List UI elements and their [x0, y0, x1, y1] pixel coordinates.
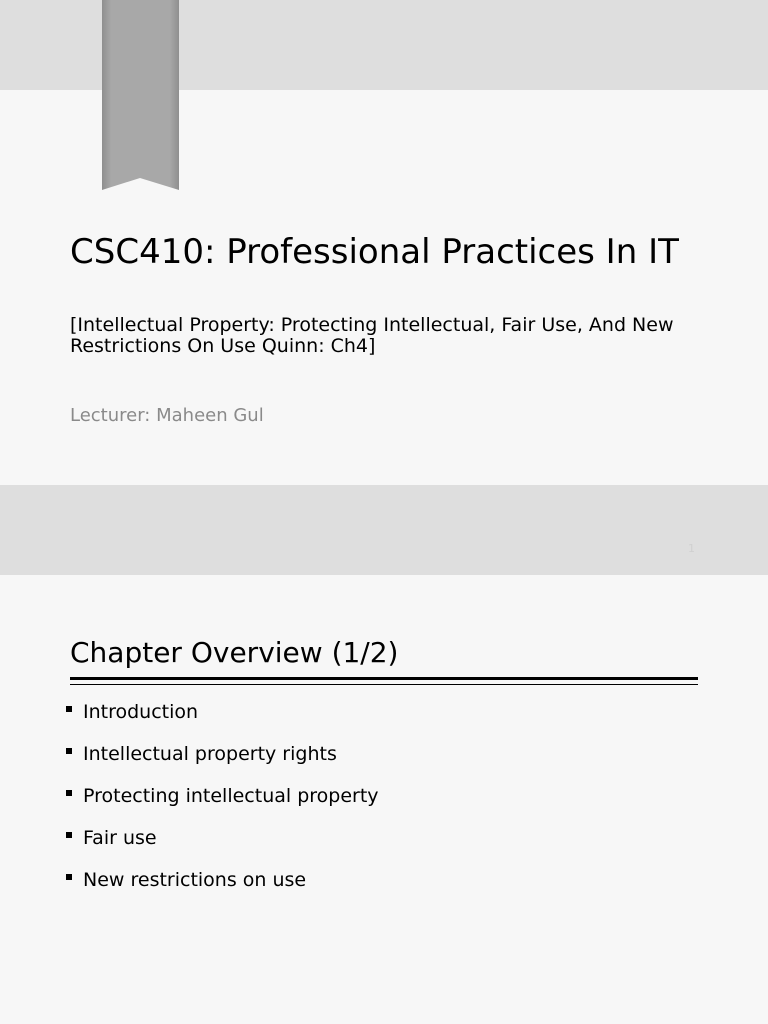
slide-title: CSC410: Professional Practices In IT: [70, 232, 679, 272]
list-item: Protecting intellectual property: [66, 781, 379, 823]
subtitle-line: [Intellectual Property: Protecting Intellectual, Fair Use, And New: [70, 314, 674, 336]
list-item: Intellectual property rights: [66, 739, 379, 781]
slide-number: 1: [688, 542, 695, 555]
subtitle-line: Restrictions On Use Quinn: Ch4]: [70, 335, 376, 357]
list-item: Introduction: [66, 697, 379, 739]
chapter-heading: Chapter Overview (1/2): [70, 636, 399, 669]
heading-rule-thick: [70, 677, 698, 680]
heading-rule-thin: [70, 684, 698, 685]
list-item: New restrictions on use: [66, 865, 379, 907]
slide-divider-band: [0, 485, 768, 575]
list-item: Fair use: [66, 823, 379, 865]
overview-bullet-list: [66, 697, 379, 907]
slide-subtitle: [70, 315, 710, 357]
lecturer-name: Lecturer: Maheen Gul: [70, 405, 264, 426]
bookmark-ribbon-icon: [102, 0, 179, 190]
